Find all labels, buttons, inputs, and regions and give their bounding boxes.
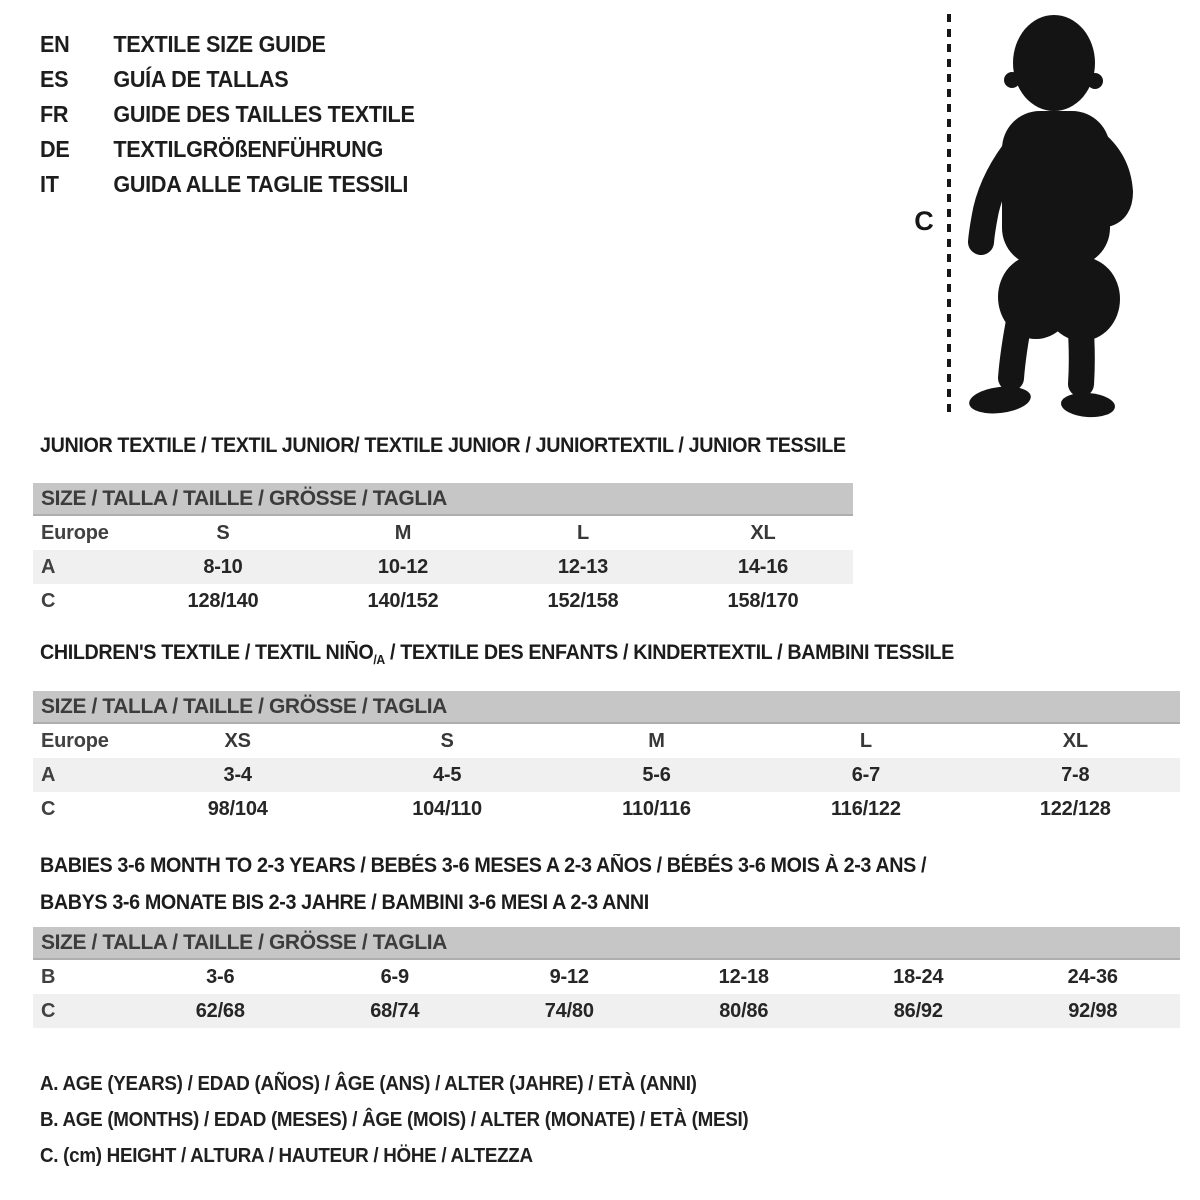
- section-title-children: [40, 641, 954, 680]
- size-cell: M: [394, 521, 412, 544]
- size-cell: 98/104: [207, 797, 268, 820]
- size-cell: M: [648, 729, 665, 752]
- language-code: EN: [40, 31, 70, 57]
- height-measure-label: C: [914, 206, 934, 236]
- size-header-bar: SIZE / TALLA / TAILLE / GRÖSSE / TAGLIA: [33, 927, 1180, 960]
- title-text: JUNIOR TEXTILE / TEXTIL JUNIOR/ TEXTILE JUNIOR / JUNIORTEXTIL / JUNIOR TESSILE: [40, 434, 846, 457]
- language-row: [40, 62, 415, 97]
- size-cell: S: [216, 521, 230, 544]
- section-title-line: [40, 434, 846, 458]
- row-label: Europe: [41, 729, 109, 752]
- row-label: B: [41, 965, 56, 988]
- size-cell: 122/128: [1039, 797, 1111, 820]
- size-cell: 110/116: [622, 797, 691, 820]
- row-label: A: [41, 555, 56, 578]
- size-cell: 24-36: [1067, 965, 1118, 988]
- language-list: [40, 27, 415, 202]
- size-cell: 12-18: [718, 965, 769, 988]
- section-title-line: [40, 641, 954, 667]
- footnotes: [40, 1068, 748, 1176]
- language-row: [40, 132, 415, 167]
- language-code: DE: [40, 136, 70, 162]
- title-text: BABIES 3-6 MONTH TO 2-3 YEARS / BEBÉS 3-6 MESES A 2-3 AÑOS / BÉBÉS 3-6 MOIS À 2-3 ANS /: [40, 854, 927, 877]
- title-text: CHILDREN'S TEXTILE / TEXTIL NIÑO: [40, 641, 374, 664]
- language-title: TEXTILE SIZE GUIDE: [113, 31, 326, 57]
- size-cell: 9-12: [549, 965, 589, 988]
- size-cell: 5-6: [642, 763, 671, 786]
- size-cell: S: [440, 729, 454, 752]
- table-row-a: [33, 758, 1180, 792]
- size-header-bar: SIZE / TALLA / TAILLE / GRÖSSE / TAGLIA: [33, 483, 853, 516]
- title-text: BABYS 3-6 MONATE BIS 2-3 JAHRE / BAMBINI 3-6 MESI A 2-3 ANNI: [40, 891, 649, 914]
- size-cell: XS: [224, 729, 251, 752]
- table-row-c: [33, 792, 1180, 826]
- table-row-europe: [33, 516, 853, 550]
- size-cell: 86/92: [893, 999, 943, 1022]
- language-code: FR: [40, 101, 69, 127]
- size-cell: 18-24: [893, 965, 944, 988]
- size-cell: 152/158: [547, 589, 619, 612]
- language-title: GUIDA ALLE TAGLIE TESSILI: [113, 171, 409, 197]
- subscript-text: /A: [373, 652, 385, 667]
- size-cell: 104/110: [412, 797, 482, 820]
- size-cell: 10-12: [377, 555, 429, 578]
- language-title: TEXTILGRÖßENFÜHRUNG: [113, 136, 384, 162]
- size-cell: 7-8: [1061, 763, 1090, 786]
- table-row-c: [33, 584, 853, 618]
- row-label: C: [41, 589, 56, 612]
- height-measure-dashed-line: [947, 14, 951, 414]
- size-cell: 80/86: [719, 999, 769, 1022]
- footnote: B. AGE (MONTHS) / EDAD (MESES) / ÂGE (MOIS) / ALTER (MONATE) / ETÀ (MESI): [40, 1109, 749, 1131]
- size-cell: 140/152: [367, 589, 439, 612]
- table-row-b: [33, 960, 1180, 994]
- size-table-babies: [33, 927, 1180, 1028]
- size-cell: 3-4: [223, 763, 252, 786]
- section-title-line: [40, 854, 926, 878]
- section-title-babies: [40, 854, 926, 928]
- size-cell: L: [859, 729, 872, 752]
- language-row: [40, 27, 415, 62]
- language-row: [40, 97, 415, 132]
- size-cell: 128/140: [187, 589, 259, 612]
- language-title: GUÍA DE TALLAS: [113, 66, 289, 92]
- language-code: IT: [40, 171, 59, 197]
- language-row: [40, 167, 415, 202]
- row-label: C: [41, 797, 56, 820]
- size-cell: 6-7: [851, 763, 881, 786]
- toddler-silhouette: [956, 8, 1168, 420]
- size-cell: L: [576, 521, 590, 544]
- size-cell: 92/98: [1068, 999, 1118, 1022]
- table-row-europe: [33, 724, 1180, 758]
- language-code: ES: [40, 66, 69, 92]
- size-cell: 3-6: [206, 965, 235, 988]
- size-table-children: [33, 691, 1180, 826]
- row-label: C: [41, 999, 56, 1022]
- footnote: A. AGE (YEARS) / EDAD (AÑOS) / ÂGE (ANS) / ALTER (JAHRE) / ETÀ (ANNI): [40, 1073, 697, 1095]
- size-cell: 116/122: [830, 797, 901, 820]
- size-header-bar: SIZE / TALLA / TAILLE / GRÖSSE / TAGLIA: [33, 691, 1180, 724]
- size-cell: 4-5: [432, 763, 462, 786]
- section-title-junior: [40, 434, 846, 471]
- language-title: GUIDE DES TAILLES TEXTILE: [113, 101, 415, 127]
- size-cell: 74/80: [544, 999, 594, 1022]
- size-cell: 6-9: [380, 965, 409, 988]
- title-text: / TEXTILE DES ENFANTS / KINDERTEXTIL / BAMBINI TESSILE: [384, 641, 954, 664]
- row-label: A: [41, 763, 56, 786]
- size-cell: 62/68: [195, 999, 245, 1022]
- size-cell: XL: [1062, 729, 1088, 752]
- size-table-junior: [33, 483, 853, 618]
- size-cell: 158/170: [727, 589, 799, 612]
- size-cell: 14-16: [737, 555, 789, 578]
- footnote: C. (cm) HEIGHT / ALTURA / HAUTEUR / HÖHE / ALTEZZA: [40, 1145, 533, 1167]
- row-label: Europe: [41, 521, 109, 544]
- size-cell: 12-13: [557, 555, 609, 578]
- table-row-a: [33, 550, 853, 584]
- table-row-c: [33, 994, 1180, 1028]
- size-cell: 8-10: [203, 555, 243, 578]
- size-cell: XL: [750, 521, 776, 544]
- size-cell: 68/74: [370, 999, 420, 1022]
- section-title-line: [40, 891, 926, 915]
